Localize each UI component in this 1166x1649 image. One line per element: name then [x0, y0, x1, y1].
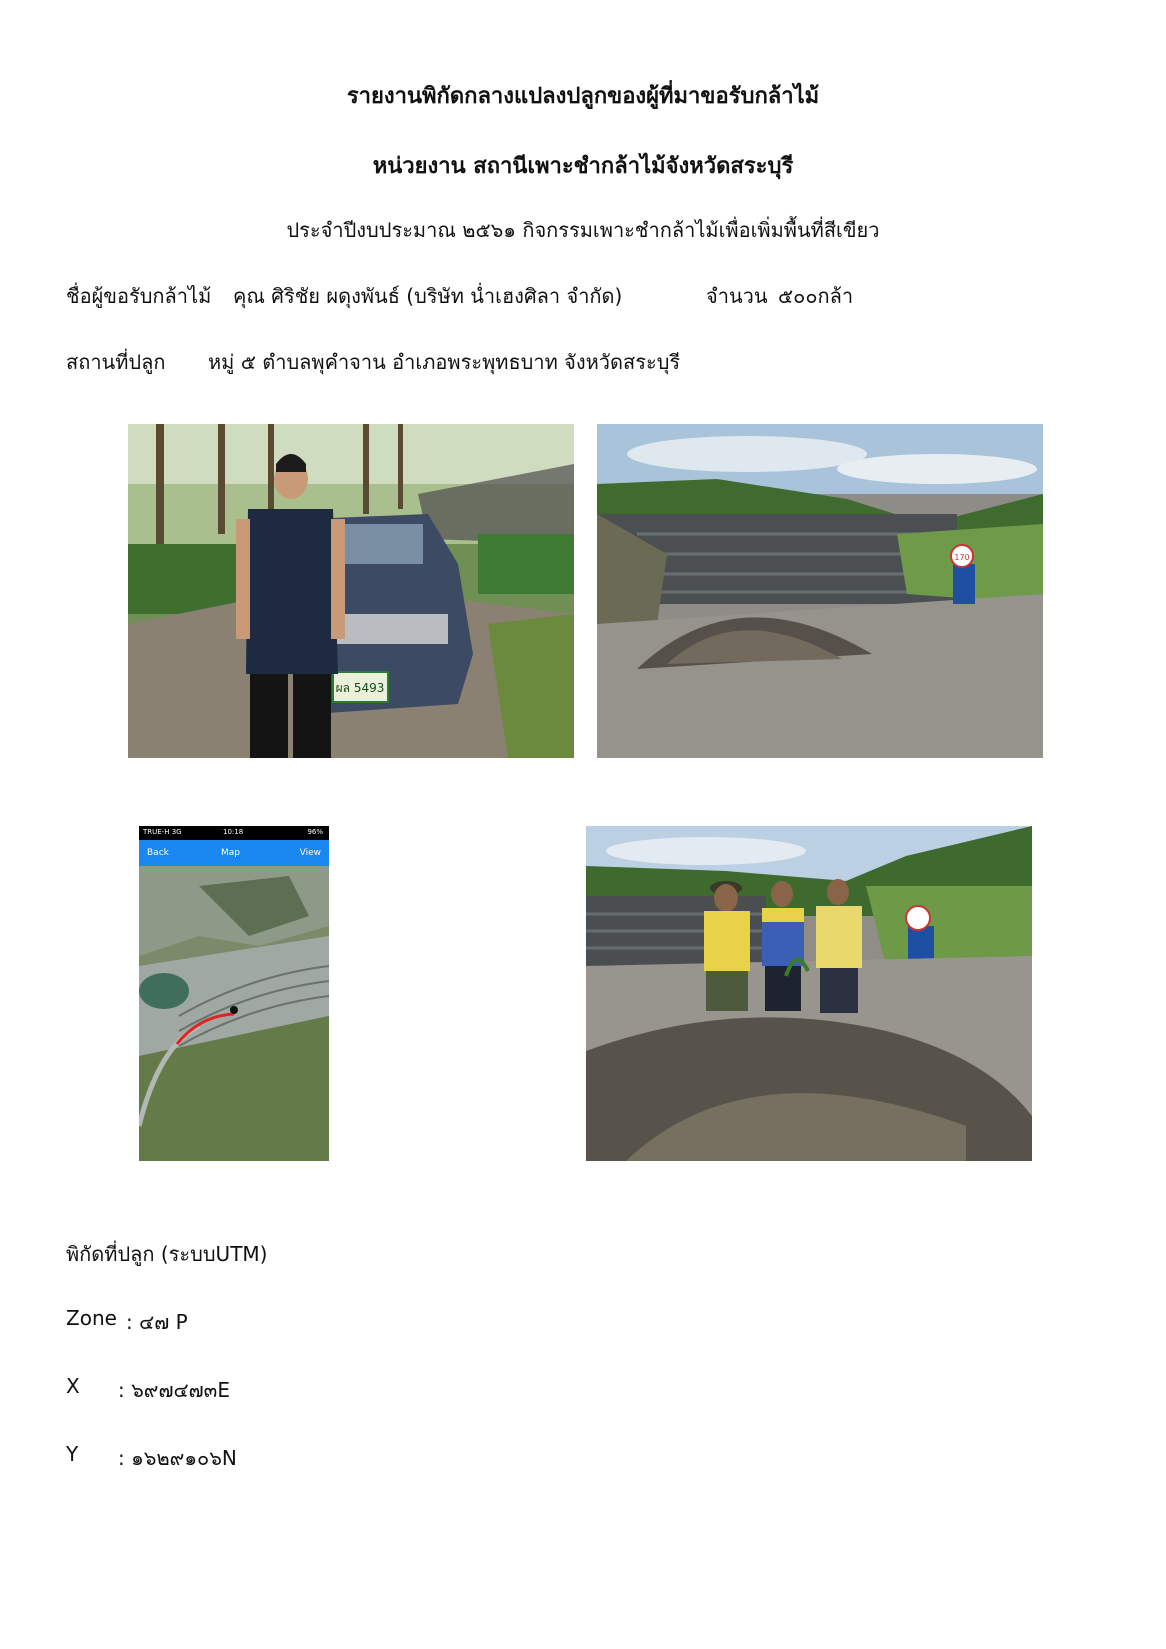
- phone-time: 10:18: [223, 828, 244, 836]
- quantity-value: ๕๐๐กล้า: [778, 284, 854, 308]
- y-coordinate-value: : ๑๖๒๙๑๐๖N: [118, 1446, 237, 1470]
- zone-label: Zone: [66, 1306, 117, 1330]
- phone-status-bar: [139, 826, 329, 840]
- fiscal-year-line: ประจำปีงบประมาณ ๒๕๖๑ กิจกรรมเพาะชำกล้าไม้เพื่อเพิ่มพื้นที่สีเขียว: [286, 218, 880, 242]
- x-coordinate-label: X: [66, 1374, 80, 1398]
- y-coordinate-label: Y: [66, 1442, 79, 1466]
- applicant-label: ชื่อผู้ขอรับกล้าไม้: [66, 284, 212, 308]
- report-title: รายงานพิกัดกลางแปลงปลูกของผู้ที่มาขอรับกล้าไม้: [346, 84, 820, 109]
- barrel-label-text: 170: [954, 553, 970, 562]
- coordinates-heading: พิกัดที่ปลูก (ระบบUTM): [66, 1242, 268, 1266]
- zone-value: : ๔๗ P: [126, 1310, 188, 1334]
- phone-nav-bar: [139, 840, 329, 866]
- photo-quarry-rock-pile: [597, 424, 1043, 758]
- license-plate-text: ผล 5493: [335, 681, 385, 695]
- photo-phone-map-screenshot: [139, 826, 329, 1161]
- location-value: หมู่ ๕ ตำบลพุคำจาน อำเภอพระพุทธบาท จังหวัดสระบุรี: [208, 350, 681, 374]
- photo-applicant-with-truck: [128, 424, 574, 758]
- location-label: สถานที่ปลูก: [66, 350, 166, 374]
- phone-back-button: Back: [147, 848, 169, 858]
- x-coordinate-value: : ๖๙๗๔๗๓E: [118, 1378, 230, 1402]
- phone-view-button: View: [299, 848, 321, 858]
- photo-officials-at-site: [586, 826, 1032, 1161]
- phone-battery: 96%: [307, 828, 323, 836]
- applicant-name: คุณ ศิริชัย ผดุงพันธ์ (บริษัท น่ำเฮงศิลา จำกัด): [233, 284, 623, 308]
- agency-line: หน่วยงาน สถานีเพาะชำกล้าไม้จังหวัดสระบุรี: [372, 154, 794, 179]
- quantity-label: จำนวน: [706, 284, 768, 308]
- phone-carrier: TRUE-H 3G: [143, 828, 182, 836]
- phone-satellite-map: [139, 866, 329, 1161]
- phone-map-title: Map: [221, 848, 240, 858]
